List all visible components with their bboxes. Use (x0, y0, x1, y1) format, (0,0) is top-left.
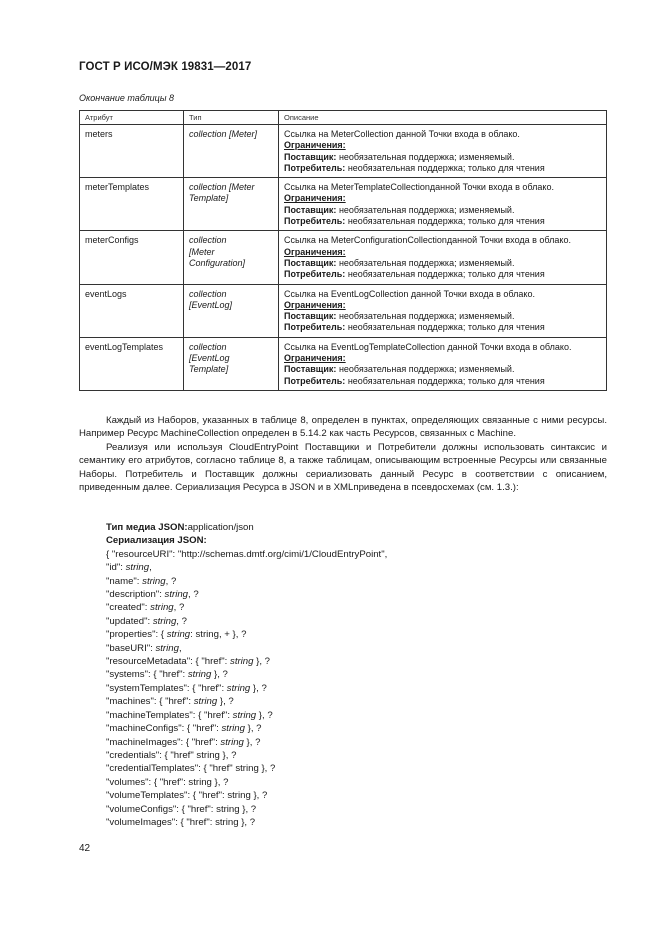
json-line (106, 601, 387, 614)
json-key: "credentials": { "href" string }, ? (106, 749, 237, 761)
json-type: string (221, 723, 245, 735)
provider-text: необязательная поддержка; изменяемый. (338, 151, 515, 162)
json-line (106, 709, 387, 722)
consumer-text: необязательная поддержка; только для чтения (347, 216, 545, 227)
json-suffix: }, ? (217, 696, 234, 708)
column-header-description: Описание (279, 111, 607, 125)
json-line (106, 736, 387, 749)
consumer-text: необязательная поддержка; только для чтения (347, 162, 545, 173)
json-suffix: }, ? (243, 736, 261, 748)
json-type: string (142, 575, 166, 587)
consumer-label: Потребитель: (284, 322, 346, 333)
type-cell (184, 284, 279, 337)
json-suffix: }, ? (253, 656, 271, 668)
json-type: string (226, 682, 251, 694)
json-type: string (220, 736, 244, 748)
json-line (106, 642, 387, 655)
json-line (106, 588, 387, 601)
provider-line (284, 364, 601, 375)
json-key: { "resourceURI": "http://schemas.dmtf.org/cimi/1/CloudEntryPoint", (106, 548, 388, 560)
json-suffix: , (149, 562, 152, 574)
consumer-label: Потребитель: (284, 162, 346, 173)
table-row (80, 125, 607, 178)
consumer-line (284, 163, 601, 174)
table-header-row (80, 111, 607, 125)
table-row (80, 284, 607, 337)
json-line (106, 789, 387, 802)
json-line (106, 668, 387, 681)
table-row (80, 231, 607, 284)
constraints-label: Ограничения: (284, 246, 346, 257)
json-line (106, 749, 387, 762)
type-line: collection (189, 288, 227, 299)
consumer-line (284, 322, 601, 333)
json-suffix: }, ? (211, 669, 228, 681)
json-type: string (187, 669, 212, 681)
serialization-label: Сериализация JSON: (106, 535, 207, 547)
json-type: string (155, 642, 179, 654)
table-row (80, 178, 607, 231)
provider-line (284, 205, 601, 216)
json-suffix: , (178, 642, 182, 654)
type-line: collection [Meter] (189, 129, 258, 139)
json-type: string (232, 709, 257, 721)
json-key: "baseURI": (106, 642, 156, 654)
attribute-cell: eventLogTemplates (80, 337, 184, 390)
type-line: collection [Meter (189, 182, 255, 193)
paragraph: Каждый из Наборов, указанных в таблице 8, определен в пунктах, определяющих связанные с ними ресурсы. Например Ресурс MachineCollection определен в 5.14.2 как часть Ресурсов, связанных с Machine. (79, 415, 607, 440)
json-line (106, 722, 387, 735)
type-line: [EventLog] (189, 299, 233, 310)
provider-label: Поставщик: (284, 257, 337, 268)
json-key: "systems": { "href": (106, 669, 188, 681)
json-type: string (125, 562, 150, 574)
table-row (80, 337, 607, 390)
json-key: "volumeConfigs": { "href": string }, ? (106, 803, 257, 815)
description-text: Ссылка на EventLogCollection данной Точки входа в облако. (284, 288, 535, 299)
json-suffix: }, ? (244, 723, 262, 735)
type-line: collection (189, 341, 227, 352)
attribute-cell: eventLogs (80, 284, 184, 337)
json-key: "credentialTemplates": { "href" string }, ? (106, 763, 276, 775)
provider-label: Поставщик: (284, 151, 337, 162)
column-header-type: Тип (184, 111, 279, 125)
type-line: collection (189, 235, 227, 246)
json-line (106, 803, 387, 816)
json-suffix: , ? (165, 575, 177, 587)
json-type: string (152, 615, 177, 627)
json-line (106, 655, 387, 668)
json-suffix: , ? (188, 589, 199, 601)
consumer-label: Потребитель: (284, 375, 346, 386)
provider-text: необязательная поддержка; изменяемый. (338, 364, 515, 375)
body-text (79, 414, 607, 494)
json-key: "volumes": { "href": string }, ? (106, 776, 229, 788)
json-key: "resourceMetadata": { "href": (106, 656, 231, 668)
constraints-label: Ограничения: (284, 353, 346, 364)
attribute-cell: meterTemplates (80, 178, 184, 231)
description-text: Ссылка на MeterTemplateCollectionданной Точки входа в облако. (284, 182, 554, 193)
json-line (106, 575, 387, 588)
consumer-line (284, 216, 601, 227)
json-key: "machineConfigs": { "href": (106, 723, 222, 735)
json-suffix: , ? (173, 602, 185, 614)
description-text: Ссылка на MeterConfigurationCollectionданной Точки входа в облако. (284, 235, 571, 246)
type-cell (184, 178, 279, 231)
json-line (106, 682, 387, 695)
constraints-label: Ограничения: (284, 140, 346, 151)
json-key: "id": (106, 562, 126, 574)
json-type: string (193, 696, 218, 708)
type-cell (184, 125, 279, 178)
media-type-line (106, 521, 387, 534)
json-key: "systemTemplates": { "href": (106, 682, 227, 694)
json-line (106, 561, 387, 574)
json-type: string (166, 629, 191, 641)
json-line (106, 762, 387, 775)
json-key: "machineImages": { "href": (106, 736, 221, 748)
provider-text: необязательная поддержка; изменяемый. (338, 204, 515, 215)
json-key: "volumeImages": { "href": string }, ? (106, 816, 256, 828)
consumer-text: необязательная поддержка; только для чтения (347, 375, 545, 386)
provider-line (284, 258, 601, 269)
description-text: Ссылка на MeterCollection данной Точки входа в облако. (284, 129, 520, 139)
consumer-line (284, 376, 601, 387)
column-header-attribute: Атрибут (80, 111, 184, 125)
provider-label: Поставщик: (284, 311, 337, 322)
json-key: "name": (106, 575, 143, 587)
json-line (106, 776, 387, 789)
json-line (106, 548, 387, 561)
json-key: "description": (106, 589, 165, 601)
table-body (80, 125, 607, 391)
consumer-label: Потребитель: (284, 269, 346, 280)
consumer-text: необязательная поддержка; только для чтения (347, 322, 545, 333)
json-key: "volumeTemplates": { "href": string }, ? (106, 790, 268, 802)
json-line (106, 695, 387, 708)
type-cell (184, 337, 279, 390)
json-key: "properties": { (106, 629, 167, 641)
json-line (106, 615, 387, 628)
description-cell (279, 125, 607, 178)
constraints-label: Ограничения: (284, 193, 346, 204)
attribute-cell: meterConfigs (80, 231, 184, 284)
json-lines (106, 548, 387, 830)
json-suffix: }, ? (250, 682, 267, 694)
page-number: 42 (79, 843, 91, 854)
attributes-table (79, 110, 607, 391)
json-suffix: : string, + }, ? (190, 629, 247, 641)
type-cell (184, 231, 279, 284)
standard-header: ГОСТ Р ИСО/МЭК 19831—2017 (79, 61, 252, 73)
json-line (106, 628, 387, 641)
description-cell (279, 337, 607, 390)
provider-text: необязательная поддержка; изменяемый. (338, 311, 515, 322)
attribute-cell: meters (80, 125, 184, 178)
type-line: Template] (189, 193, 229, 204)
json-type: string (230, 656, 254, 668)
type-line: Template] (189, 364, 229, 375)
media-type-value: application/json (187, 522, 254, 533)
type-line: [Meter (189, 246, 215, 257)
json-serialization-block (106, 521, 387, 829)
provider-line (284, 152, 601, 163)
json-key: "machines": { "href": (106, 696, 194, 708)
provider-label: Поставщик: (284, 364, 337, 375)
description-cell (279, 231, 607, 284)
provider-label: Поставщик: (284, 204, 337, 215)
constraints-label: Ограничения: (284, 299, 346, 310)
json-suffix: }, ? (256, 709, 273, 721)
consumer-text: необязательная поддержка; только для чтения (347, 269, 545, 280)
json-type: string (150, 602, 174, 614)
json-line (106, 816, 387, 829)
json-key: "created": (106, 602, 151, 614)
table-caption: Окончание таблицы 8 (79, 93, 174, 103)
media-type-label: Тип медиа JSON: (106, 522, 188, 533)
json-key: "machineTemplates": { "href": (106, 709, 233, 721)
provider-text: необязательная поддержка; изменяемый. (338, 257, 515, 268)
consumer-label: Потребитель: (284, 216, 346, 227)
json-type: string (164, 589, 189, 601)
type-line: [EventLog (189, 353, 230, 364)
consumer-line (284, 269, 601, 280)
provider-line (284, 311, 601, 322)
description-cell (279, 178, 607, 231)
paragraph: Реализуя или используя CloudEntryPoint Поставщики и Потребители должны использовать синтаксис и семантику его атрибутов, согласно таблице 8, а также таблицам, описывающим встроенные Ресурсы или связанные Наборы. Потребитель и Поставщик должны сериализовать данный Ресурс в соответствии с описанием, приведенным далее. Сериализация Ресурса в JSON и в XMLприведена в псевдосхемах (см. 1.3.): (79, 441, 607, 494)
type-line: Configuration] (189, 257, 246, 268)
description-text: Ссылка на EventLogTemplateCollection данной Точки входа в облако. (284, 341, 572, 352)
description-cell (279, 284, 607, 337)
json-suffix: , ? (176, 615, 187, 627)
json-key: "updated": (106, 615, 153, 627)
